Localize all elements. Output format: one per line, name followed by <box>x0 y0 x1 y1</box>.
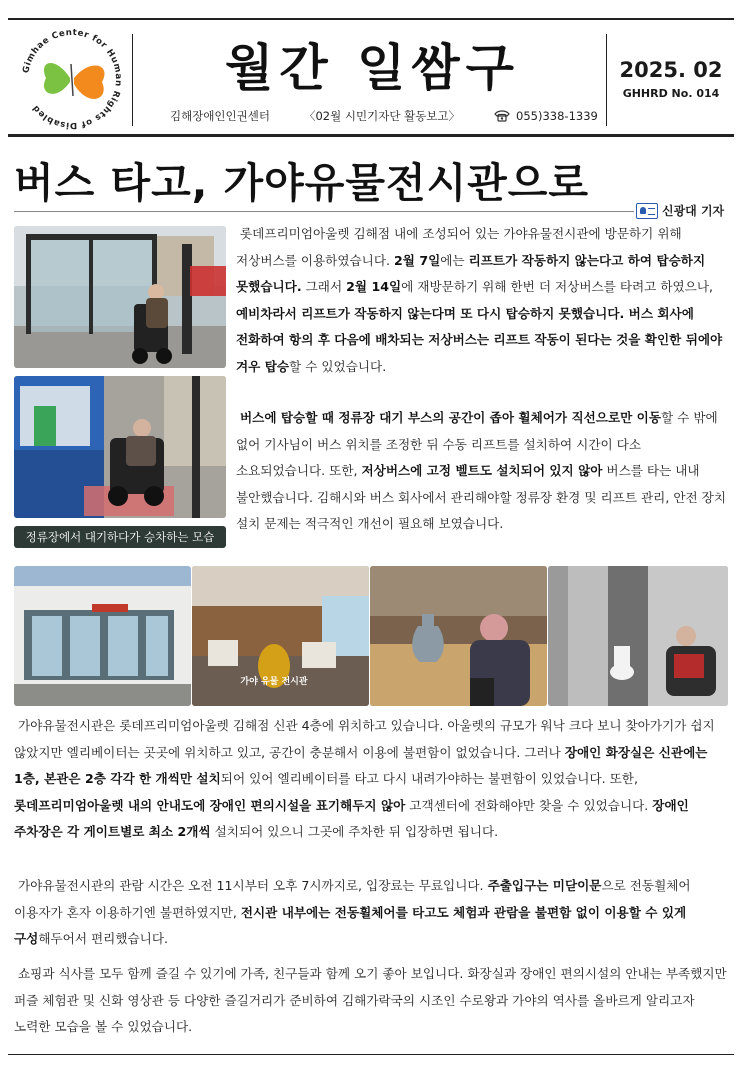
body-text: 에는 <box>440 252 469 268</box>
photo-boarding-bus-lift <box>14 376 226 518</box>
photo-outlet-entrance <box>14 566 191 706</box>
butterfly-icon <box>44 63 104 99</box>
masthead-divider-right <box>606 34 607 126</box>
body-text: 할 수 있었습니다. <box>289 358 387 374</box>
photo-caption: 정류장에서 대기하다가 승차하는 모습 <box>14 526 226 548</box>
body-text: 할 수 밖에 없어 기사님이 버스 위치를 조정한 뒤 수동 리프트를 설치하여 시간이 다소 소요되었습니다. 또한, <box>236 410 718 478</box>
phone-contact <box>494 108 598 124</box>
article-headline: 버스 타고, 가야유물전시관으로 <box>14 159 589 207</box>
article-paragraph-2 <box>236 405 732 538</box>
headline-rule <box>14 211 634 212</box>
article-paragraph-4 <box>14 873 732 953</box>
center-logo <box>16 26 128 132</box>
logo-ring-text: Gimhae Center for Human Rights of Disabled <box>21 27 124 131</box>
phone-number: 055)338-1339 <box>516 109 598 123</box>
emphasis-text: 주출입구는 미닫이문 <box>487 878 602 893</box>
emphasis-text: 2월 14일 <box>346 279 402 294</box>
article-paragraph-1 <box>236 221 732 380</box>
center-name: 김해장애인인권센터 <box>170 109 270 123</box>
emphasis-text: 저상버스에 고정 벨트도 설치되어 있지 않아 <box>361 463 603 478</box>
emphasis-text: 버스에 탑승할 때 정류장 대기 부스의 공간이 좁아 휠체어가 직선으로만 이동 <box>240 410 661 425</box>
reporter-name: 신광대 기자 <box>662 204 725 218</box>
egg-sign-label: 가야 유물 전시관 <box>240 677 308 687</box>
issue-number: GHHRD No. 014 <box>622 87 720 100</box>
emphasis-text: 2월 7일 <box>394 252 441 268</box>
body-text: 롯데프리미엄아울렛 김해점 내에 조성되어 있는 가야유물전시관에 방문하기 위해 저상버스를 이용하였습니다. <box>236 226 682 268</box>
photo-bus-stop-waiting <box>14 226 226 368</box>
masthead-top-rule <box>8 18 734 20</box>
issue-date: 2025. 02 <box>619 58 723 82</box>
body-text: 되어 있어 엘리베이터를 타고 다시 내려가야하는 불편함이 있었습니다. 또한, <box>220 771 638 786</box>
emphasis-text: 예비차라서 리프트가 작동하지 않는다며 또 다시 탑승하지 못했습니다. 버스 회사에 전화하여 항의 후 다음에 배차되는 저상버스는 리프트 작동이 된다는 것을 확인한 뒤에야 겨우 탑승 <box>236 305 723 374</box>
photo-pottery-experience <box>370 566 547 706</box>
body-text: 버스를 타는 내내 불안했습니다. 김해시와 버스 회사에서 관리해야할 정류장 환경 및 리프트 관리, 안전 장치 설치 문제는 적극적인 개선이 필요해 보였습니다. <box>236 463 727 531</box>
report-tag: 〈02월 시민기자단 활동보고〉 <box>303 109 461 123</box>
body-text: 가야유물전시관의 관람 시간은 오전 11시부터 오후 7시까지로, 입장료는 무료입니다. <box>18 878 488 893</box>
body-text: 해두어서 편리했습니다. <box>38 931 169 946</box>
telephone-icon <box>494 110 510 122</box>
emphasis-text: 리프트가 작동하지 않는다고 하여 탑승하지 못했습니다. <box>236 252 706 294</box>
photo-museum-interior <box>192 566 369 706</box>
reporter-id-icon <box>636 203 658 219</box>
masthead-divider-left <box>132 34 133 126</box>
emphasis-text: 롯데프리미엄아울렛 내의 안내도에 장애인 편의시설을 표기해두지 않아 <box>14 797 406 813</box>
article-paragraph-3 <box>14 713 732 846</box>
emphasis-text: 장애인 화장실은 신관에는 1층, 본관은 2층 각각 한 개씩만 설치 <box>14 744 708 786</box>
masthead-bottom-rule <box>8 134 734 137</box>
body-text: 가야유물전시관은 롯데프리미엄아울렛 김해점 신관 4층에 위치하고 있습니다. 아울렛의 규모가 워낙 크다 보니 찾아가기가 쉽지 않았지만 엘리베이터는 곳곳에 위치하고 있고, 공간이 충분해서 이용에 불편함이 없었습니다. 그러나 <box>14 718 715 760</box>
emphasis-text: 장애인 주차장은 각 게이트별로 최소 2개씩 <box>14 797 689 839</box>
emphasis-text: 전시관 내부에는 전동휠체어를 타고도 체험과 관람을 불편함 없이 이용할 수 있게 구성 <box>14 904 687 946</box>
byline <box>636 202 724 219</box>
body-text: 설치되어 있으니 그곳에 주차한 뒤 입장하면 됩니다. <box>210 824 499 839</box>
article-paragraph-5 <box>14 961 732 1041</box>
body-text: 으로 전동휠체어 이용자가 혼자 이용하기엔 불편하였지만, <box>14 878 691 920</box>
photo-accessible-restroom <box>548 566 728 706</box>
page-end-rule <box>8 1054 734 1055</box>
masthead-meta <box>170 108 598 124</box>
body-text: 쇼핑과 식사를 모두 함께 즐길 수 있기에 가족, 친구들과 함께 오기 좋아 보입니다. 화장실과 장애인 편의시설의 안내는 부족했지만 퍼즐 체험관 및 신화 영상관 등 다양한 즐길거리가 준비하여 김해가락국의 시조인 수로왕과 가야의 역사를 올바르게 알리고자 노력한 모습을 볼 수 있었습니다. <box>14 966 727 1034</box>
body-text: 에 재방문하기 위해 한번 더 저상버스를 타려고 하였으나, <box>401 279 713 294</box>
newsletter-title: 월간 일쌈구 <box>225 39 520 97</box>
body-text: 고객센터에 전화해야만 찾을 수 있었습니다. <box>405 797 653 813</box>
body-text: 그래서 <box>301 279 347 294</box>
